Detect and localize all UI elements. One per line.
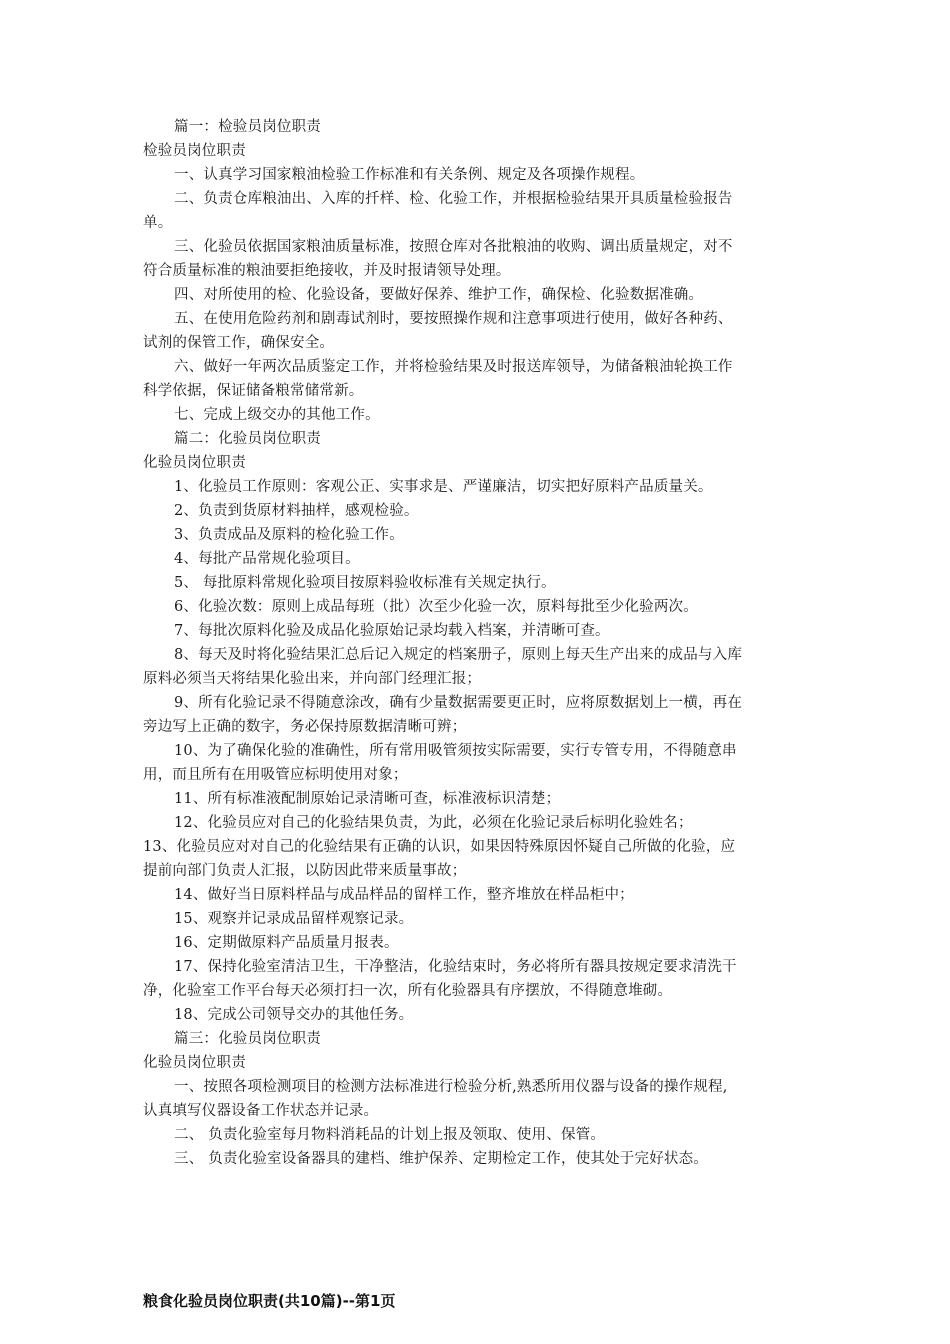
- text-line: 用，而且所有在用吸管应标明使用对象；: [143, 767, 408, 783]
- text-line: 试剂的保管工作，确保安全。: [143, 335, 335, 351]
- text-line: 13、化验员应对对自己的化验结果有正确的认识，如果因特殊原因怀疑自己所做的化验，应: [143, 839, 736, 855]
- text-line: 六、做好一年两次品质鉴定工作，并将检验结果及时报送库领导，为储备粮油轮换工作: [174, 359, 733, 375]
- text-line: 5、 每批原料常规化验项目按原料验收标准有关规定执行。: [174, 575, 556, 591]
- text-line: 一、按照各项检测项目的检测方法标准进行检验分析,熟悉所用仪器与设备的操作规程,: [174, 1079, 728, 1095]
- text-line: 一、认真学习国家粮油检验工作标准和有关条例、规定及各项操作规程。: [174, 167, 645, 183]
- text-line: 2、负责到货原材料抽样，感观检验。: [174, 503, 419, 519]
- text-line: 化验员岗位职责: [143, 455, 246, 471]
- text-line: 检验员岗位职责: [143, 143, 246, 159]
- text-line: 7、每批次原料化验及成品化验原始记录均载入档案，并清晰可查。: [174, 623, 610, 639]
- text-line: 14、做好当日原料样品与成品样品的留样工作，整齐堆放在样品柜中；: [174, 887, 634, 903]
- text-line: 原料必须当天将结果化验出来，并向部门经理汇报；: [143, 671, 482, 687]
- text-line: 3、负责成品及原料的检化验工作。: [174, 527, 404, 543]
- text-line: 18、完成公司领导交办的其他任务。: [174, 1007, 414, 1023]
- text-line: 15、观察并记录成品留样观察记录。: [174, 911, 414, 927]
- text-line: 16、定期做原料产品质量月报表。: [174, 935, 399, 951]
- text-line: 篇一：检验员岗位职责: [174, 119, 321, 135]
- text-line: 旁边写上正确的数字，务必保持原数据清晰可辨；: [143, 719, 467, 735]
- text-line: 提前向部门负责人汇报，以防因此带来质量事故；: [143, 863, 467, 879]
- text-line: 1、化验员工作原则：客观公正、实事求是、严谨廉洁，切实把好原料产品质量关。: [174, 479, 713, 495]
- text-line: 符合质量标准的粮油要拒绝接收，并及时报请领导处理。: [143, 263, 511, 279]
- text-line: 篇二：化验员岗位职责: [174, 431, 321, 447]
- text-line: 6、化验次数：原则上成品每班（批）次至少化验一次，原料每批至少化验两次。: [174, 599, 698, 615]
- text-line: 篇三：化验员岗位职责: [174, 1031, 321, 1047]
- document-body: [143, 115, 813, 1171]
- text-line: 净，化验室工作平台每天必须打扫一次，所有化验器具有序摆放，不得随意堆砌。: [143, 983, 673, 999]
- text-line: 三、化验员依据国家粮油质量标准，按照仓库对各批粮油的收购、调出质量规定，对不: [174, 239, 733, 255]
- text-line: 五、在使用危险药剂和剧毒试剂时，要按照操作规和注意事项进行使用，做好各种药、: [174, 311, 733, 327]
- text-line: 17、保持化验室清洁卫生，干净整洁，化验结束时，务必将所有器具按规定要求清洗干: [174, 959, 737, 975]
- text-line: 10、为了确保化验的准确性，所有常用吸管须按实际需要，实行专管专用，不得随意串: [174, 743, 737, 759]
- text-line: 三、 负责化验室设备器具的建档、维护保养、定期检定工作，使其处于完好状态。: [174, 1151, 709, 1167]
- text-line: 七、完成上级交办的其他工作。: [174, 407, 380, 423]
- text-line: 8、每天及时将化验结果汇总后记入规定的档案册子，原则上每天生产出来的成品与入库: [174, 647, 743, 663]
- text-line: 9、所有化验记录不得随意涂改，确有少量数据需要更正时，应将原数据划上一横，再在: [174, 695, 743, 711]
- text-line: 科学依据，保证储备粮常储常新。: [143, 383, 364, 399]
- text-line: 12、化验员应对自己的化验结果负责，为此，必须在化验记录后标明化验姓名；: [174, 815, 693, 831]
- text-line: 四、对所使用的检、化验设备，要做好保养、维护工作，确保检、化验数据准确。: [174, 287, 704, 303]
- text-line: 二、负责仓库粮油出、入库的扦样、检、化验工作，并根据检验结果开具质量检验报告: [174, 191, 733, 207]
- text-line: 单。: [143, 215, 173, 231]
- text-line: 4、每批产品常规化验项目。: [174, 551, 360, 567]
- text-line: 二、 负责化验室每月物料消耗品的计划上报及领取、使用、保管。: [174, 1127, 606, 1143]
- text-line: 11、所有标准液配制原始记录清晰可查，标准液标识清楚；: [174, 791, 561, 807]
- text-line: 化验员岗位职责: [143, 1055, 246, 1071]
- text-line: 认真填写仪器设备工作状态并记录。: [143, 1103, 379, 1119]
- page-footer: 粮食化验员岗位职责(共10篇)--第1页: [143, 1292, 396, 1310]
